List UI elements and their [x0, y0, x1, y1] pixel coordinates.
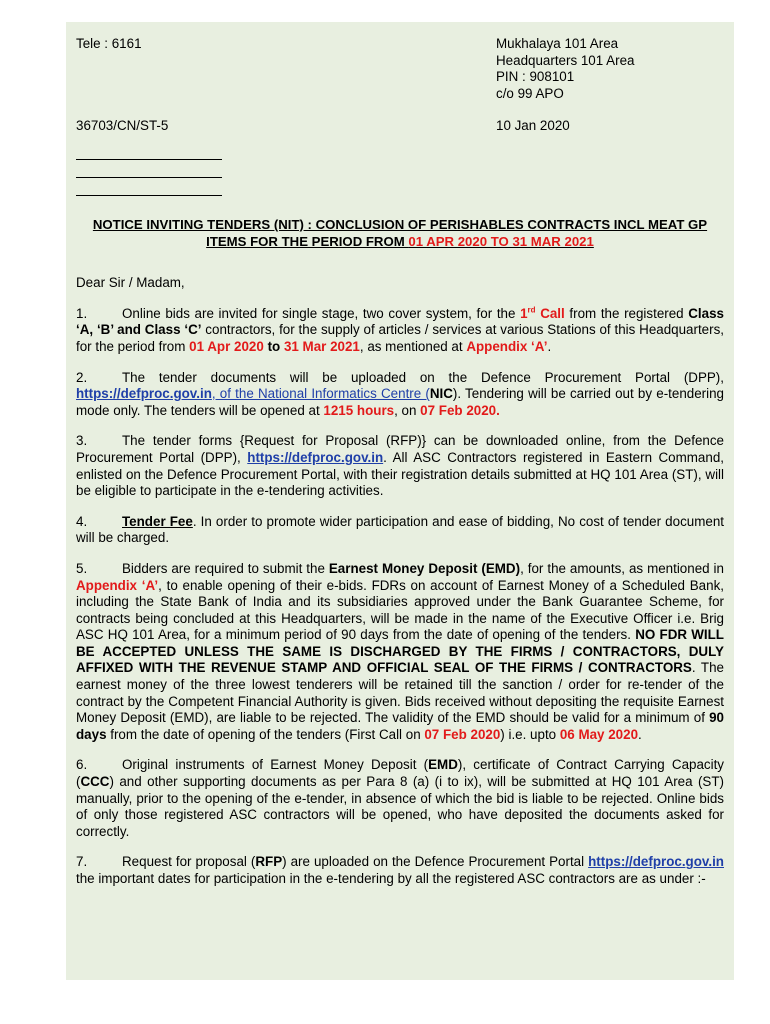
letter-body: [76, 36, 724, 888]
letter-date: 10 Jan 2020: [496, 118, 570, 133]
reference-number: 36703/CN/ST-5: [76, 118, 169, 133]
salutation: Dear Sir / Madam,: [76, 275, 185, 291]
office-address: [496, 36, 634, 102]
subject-heading: [76, 217, 724, 250]
letter-header: [76, 36, 724, 102]
address-line: Headquarters 101 Area: [496, 52, 635, 68]
fdr-warning: NO FDR WILL BE ACCEPTED UNLESS THE SAME IS DISCHARGED BY THE FIRMS / CONTRACTORS, DULY AFFIXED WITH THE REVENUE STAMP AND OFFICIAL SEAL OF THE FIRMS / CONTRACTORS: [76, 627, 724, 676]
subject-period: 01 APR 2020 TO 31 MAR 2021: [408, 233, 594, 249]
blank-line: [76, 162, 222, 178]
reference-row: [76, 118, 724, 142]
appendix-reference: Appendix ‘A’: [76, 577, 159, 593]
subject-text: NOTICE INVITING TENDERS (NIT) : CONCLUSION OF PERISHABLES CONTRACTS INCL MEAT GP ITEMS FOR THE PERIOD FROM: [92, 217, 708, 249]
paragraph-7: 7. Request for proposal (RFP) are uploaded on the Defence Procurement Portal https://defproc.gov.in the important dates for participation in the e-tendering by all the registered ASC contractors are as under :-: [76, 854, 724, 886]
blank-line: [76, 180, 222, 196]
document-page: [66, 22, 734, 980]
call-number: 1rd Call: [520, 305, 565, 321]
paragraph-5: 5. Bidders are required to submit the Earnest Money Deposit (EMD), for the amounts, as mentioned in Appendix ‘A’, to enable opening of their e-bids. FDRs on account of Earnest Money of a Scheduled Bank, including the State Bank of India and its subsidiaries approved under the Bank Guarantee Scheme, for contracts being concluded at this Headquarters, will be made in the name of the Executive Officer i.e. Brig ASC HQ 101 Area, for a minimum period of 90 days from the date of opening of the tenders. NO FDR WILL BE ACCEPTED UNLESS THE SAME IS DISCHARGED BY THE FIRMS / CONTRACTORS, DULY AFFIXED WITH THE REVENUE STAMP AND OFFICIAL SEAL OF THE FIRMS / CONTRACTORS. The earnest money of the three lowest tenderers will be retained till the sanction / order for re-tender of the contract by the Competent Financial Authority is given. Bids received without depositing the requisite Earnest Money Deposit (EMD), are liable to be rejected. The validity of the EMD should be valid for a minimum of 90 days from the date of opening of the tenders (First Call on 07 Feb 2020) i.e. upto 06 May 2020.: [76, 560, 725, 742]
paragraph-4: 4. Tender Fee. In order to promote wider participation and ease of bidding, No cost of tender document will be charged.: [76, 513, 724, 546]
paragraph-1: 1. Online bids are invited for single stage, two cover system, for the 1rd Call from the registered Class ‘A, ‘B’ and Class ‘C’ contractors, for the supply of articles / services at various Stations of this Headquarters, for the period from 01 Apr 2020 to 31 Mar 2021, as mentioned at Appendix ‘A’.: [76, 305, 725, 354]
addressee-blanks: [76, 144, 724, 196]
defproc-link[interactable]: https://defproc.gov.in: [588, 854, 724, 870]
address-line: PIN : 908101: [496, 69, 575, 85]
defproc-link[interactable]: https://defproc.gov.in: [76, 386, 212, 402]
paragraph-3: 3. The tender forms {Request for Proposal (RFP)} can be downloaded online, from the Defence Procurement Portal (DPP), https://defproc.gov.in. All ASC Contractors registered in Eastern Command, enlisted on the Defence Procurement Portal, with their registration details submitted at HQ 101 Area (ST), will be eligible to participate in the e-tendering activities.: [76, 433, 724, 499]
address-line: c/o 99 APO: [496, 85, 564, 101]
defproc-link[interactable]: https://defproc.gov.in: [247, 449, 384, 465]
tele-number: Tele : 6161: [76, 36, 142, 51]
paragraph-2: 2. The tender documents will be uploaded on the Defence Procurement Portal (DPP), https://defproc.gov.in, of the National Informatics Centre (NIC). Tendering will be carried out by e-tendering mode only. The tenders will be opened at 1215 hours, on 07 Feb 2020.: [76, 369, 724, 418]
address-line: Mukhalaya 101 Area: [496, 36, 619, 51]
tender-fee-title: Tender Fee: [122, 513, 193, 529]
appendix-reference: Appendix ‘A’: [466, 338, 548, 354]
paragraph-6: 6. Original instruments of Earnest Money Deposit (EMD), certificate of Contract Carrying Capacity (CCC) and other supporting documents as per Para 8 (a) (i to ix), will be submitted at HQ 101 Area (ST) manually, prior to the opening of the e-tender, in absence of which the bid is liable to be rejected. Online bids of only those registered ASC contractors will be opened, who have deposited the documents asked for correctly.: [76, 757, 725, 839]
blank-line: [76, 144, 222, 160]
